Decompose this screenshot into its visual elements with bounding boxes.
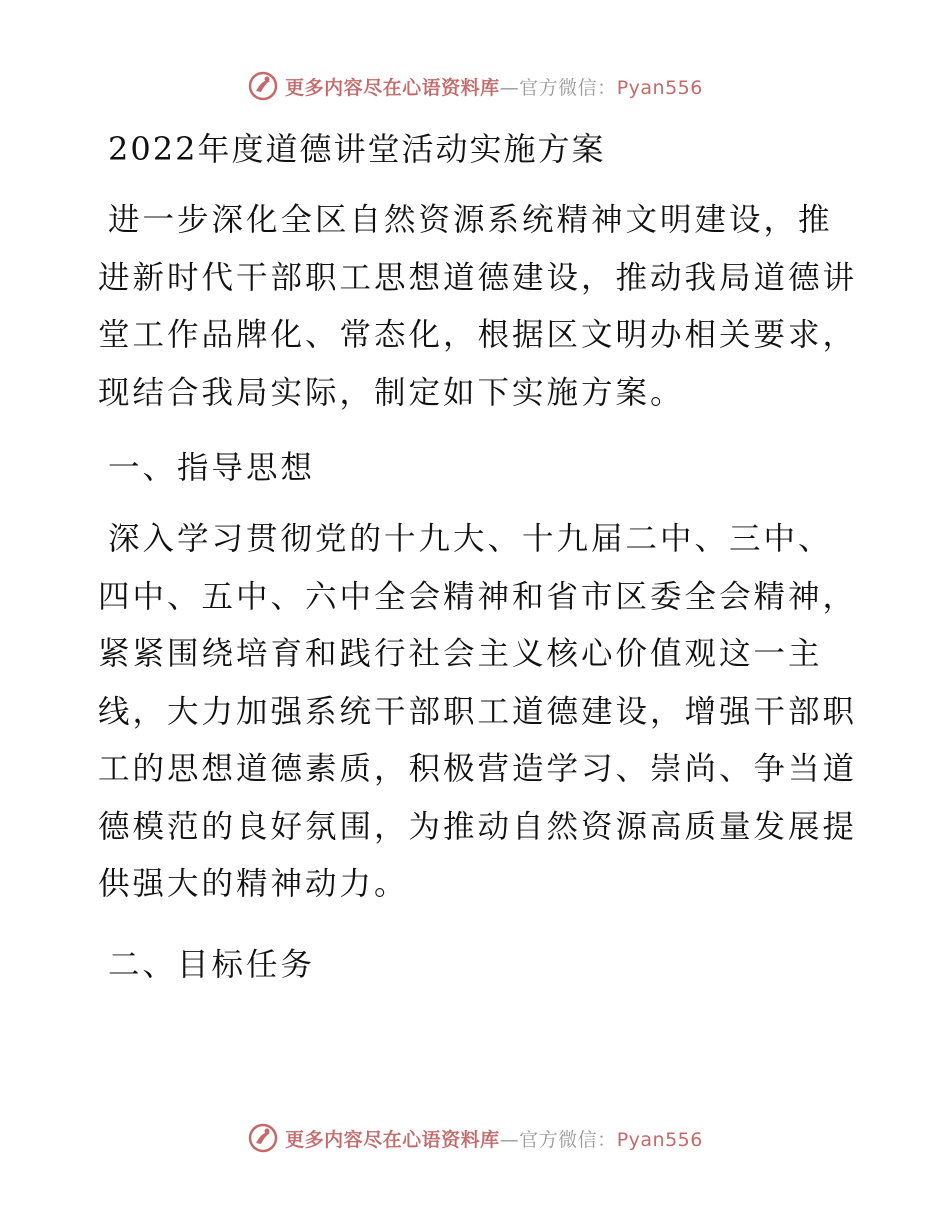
watermark-brand: 更多内容尽在心语资料库	[285, 1128, 500, 1151]
section-heading-goals: 二、目标任务	[108, 947, 316, 983]
watermark-text	[285, 73, 703, 100]
watermark-header	[0, 70, 950, 102]
guiding-thought-paragraph: 深入学习贯彻党的十九大、十九届二中、三中、四中、五中、六中全会精神和省市区委全会精神，紧紧围绕培育和践行社会主义核心价值观这一主线，大力加强系统干部职工道德建设，增强干部职工的思想道德素质，积极营造学习、崇尚、争当道德模范的良好氛围，为推动自然资源高质量发展提供强大的精神动力。	[98, 521, 858, 902]
watermark-contact-id: Pyan556	[616, 1128, 703, 1151]
logo-icon	[247, 1122, 279, 1154]
document-title: 2022年度道德讲堂活动实施方案	[108, 130, 606, 168]
logo-icon	[247, 70, 279, 102]
watermark-brand: 更多内容尽在心语资料库	[285, 76, 500, 99]
watermark-footer	[0, 1122, 950, 1154]
watermark-contact-label: 官方微信：	[519, 76, 617, 99]
watermark-dash: —	[499, 1128, 520, 1151]
watermark-dash: —	[499, 76, 520, 99]
intro-paragraph: 进一步深化全区自然资源系统精神文明建设，推进新时代干部职工思想道德建设，推动我局道德讲堂工作品牌化、常态化，根据区文明办相关要求，现结合我局实际，制定如下实施方案。	[98, 202, 858, 411]
watermark-text	[285, 1125, 703, 1152]
watermark-contact-label: 官方微信：	[519, 1128, 617, 1151]
section-heading-guiding-thought: 一、指导思想	[108, 450, 316, 486]
watermark-contact-id: Pyan556	[616, 76, 703, 99]
